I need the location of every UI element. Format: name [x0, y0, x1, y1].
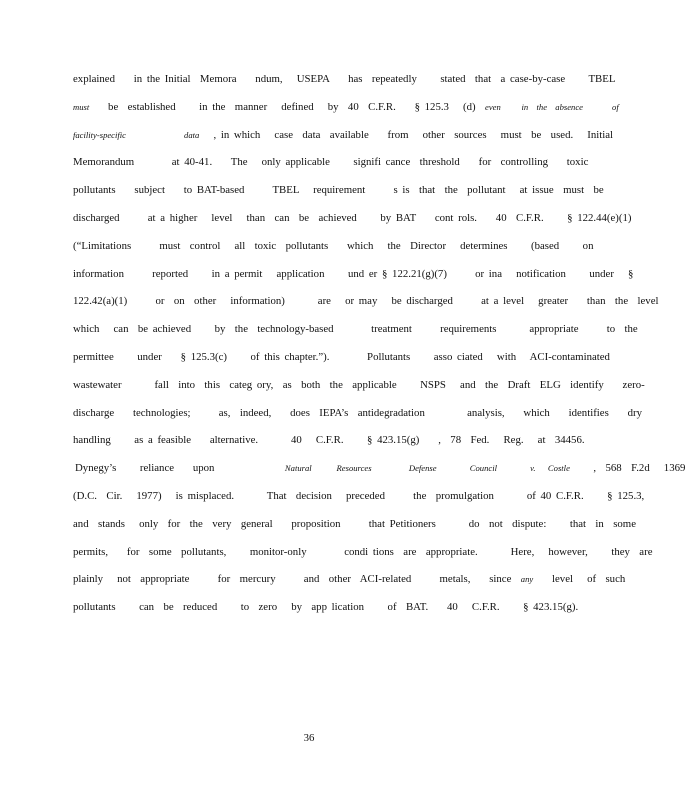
text-line — [73, 265, 634, 293]
text-line — [73, 487, 645, 515]
text-segment: Memorandum at 40-41. The only applicable signifi cance threshold for controlling toxic — [73, 156, 589, 169]
text-segment: permits, for some pollutants, monitor-only condi tions are appropriate. Here, however, they are — [73, 545, 653, 558]
text-segment: , 568 F.2d 1369 — [569, 462, 685, 475]
text-line — [73, 404, 642, 432]
text-line — [73, 98, 619, 126]
text-segment: level of such — [533, 573, 626, 586]
text-segment: (D.C. Cir. 1977) is misplaced. That decision preceded the promulgation of 40 C.F.R. § 125.3, — [73, 489, 645, 502]
text-segment: (“Limitations must control all toxic pollutants which the Director determines (based on — [73, 239, 594, 252]
text-line — [73, 181, 604, 209]
text-line — [73, 153, 589, 181]
text-line — [73, 431, 585, 459]
text-segment: , in which case data available from other sources must be used. Initial — [199, 128, 614, 141]
text-segment: which can be achieved by the technology-based treatment requirements appropriate to the — [73, 323, 638, 336]
text-segment: 122.42(a)(1) or on other information) are or may be discharged at a level greater than the level — [73, 295, 659, 308]
text-segment: handling as a feasible alternative. 40 C.F.R. § 423.15(g) , 78 Fed. Reg. at 34456. — [73, 434, 585, 447]
italic-text-segment: even in the absence of — [485, 101, 619, 112]
text-segment: discharged at a higher level than can be achieved by BAT cont rols. 40 C.F.R. § 122.44(e)(1) — [73, 211, 632, 224]
italic-text-segment: Natural Resources Defense Council v. Costle — [284, 463, 570, 474]
text-segment: explained in the Initial Memora ndum, USEPA has repeatedly stated that a case-by-case TBEL — [73, 73, 616, 85]
text-segment: wastewater fall into this categ ory, as both the applicable NSPS and the Draft ELG identify zero- — [73, 378, 645, 391]
text-segment: permittee under § 125.3(c) of this chapter.”). Pollutants asso ciated with ACI-contaminated — [73, 350, 610, 363]
text-segment: and stands only for the very general proposition that Petitioners do not dispute: that in some — [73, 517, 636, 530]
text-line — [73, 209, 632, 237]
text-line — [73, 376, 645, 404]
text-segment: discharge technologies; as, indeed, does IEPA’s antidegradation analysis, which identifies dry — [73, 406, 642, 419]
body-text — [73, 70, 685, 626]
text-segment: plainly not appropriate for mercury and other ACI-related metals, since — [73, 573, 521, 586]
text-segment: information reported in a permit application und er § 122.21(g)(7) or ina notification under § — [73, 267, 634, 280]
text-line — [73, 515, 636, 543]
italic-text-segment: any — [520, 574, 534, 585]
text-segment: Dynegy’s reliance upon — [75, 462, 285, 475]
text-line — [73, 543, 653, 571]
text-segment: be established in the manner defined by 40 C.F.R. § 125.3 (d) — [89, 100, 486, 113]
text-line — [73, 70, 616, 98]
text-line — [73, 292, 659, 320]
text-line — [73, 598, 579, 626]
text-line — [73, 320, 638, 348]
text-line — [73, 126, 614, 154]
text-line — [73, 348, 610, 376]
text-segment: pollutants subject to BAT-based TBEL requirement s is that the pollutant at issue must be — [73, 184, 604, 197]
italic-text-segment: facility-specific data — [73, 129, 200, 140]
text-line — [73, 237, 594, 265]
text-segment: pollutants can be reduced to zero by app lication of BAT. 40 C.F.R. § 423.15(g). — [73, 601, 579, 614]
text-line — [73, 570, 626, 598]
text-line — [73, 459, 685, 487]
italic-text-segment: must — [73, 101, 90, 112]
page-number: 36 — [303, 732, 315, 744]
